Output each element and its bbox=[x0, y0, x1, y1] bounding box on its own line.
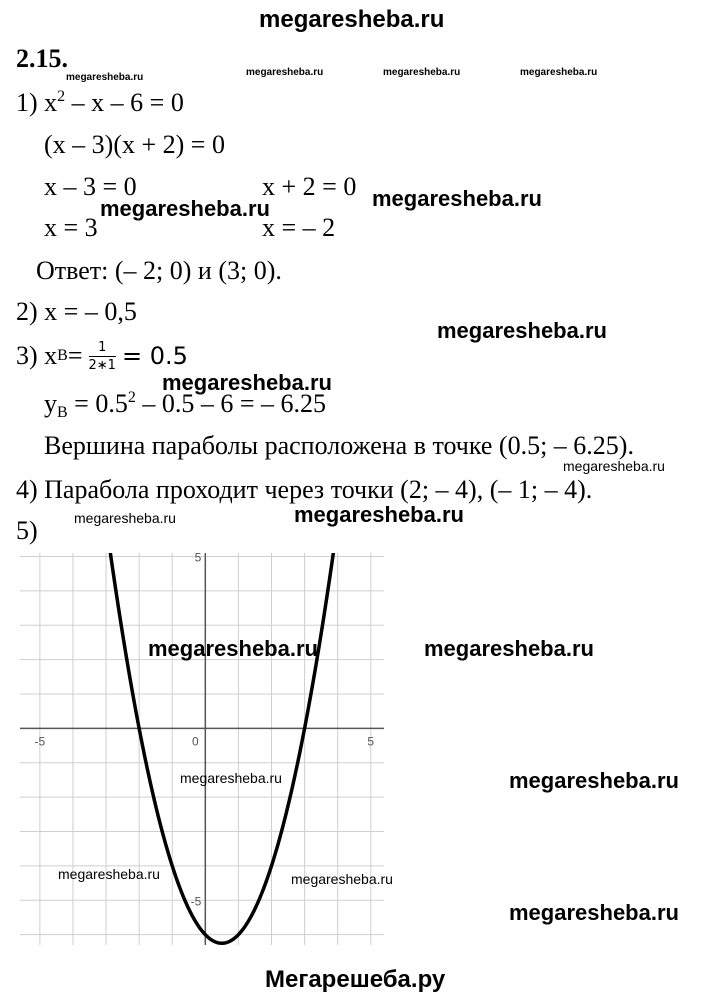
watermark-small: megaresheba.ru bbox=[246, 67, 324, 78]
step4: 4) Парабола проходит через точки (2; – 4), (– 1; – 4). bbox=[16, 475, 593, 504]
watermark-big: megaresheba.ru bbox=[424, 636, 594, 661]
watermark-mid: megaresheba.ru bbox=[74, 510, 176, 526]
watermark-big: megaresheba.ru bbox=[437, 318, 607, 343]
watermark-big: megaresheba.ru bbox=[509, 900, 679, 925]
watermark-mid: megaresheba.ru bbox=[180, 770, 282, 786]
step1-answer: Ответ: (– 2; 0) и (3; 0). bbox=[36, 256, 282, 285]
fraction: $\frac{1}{2∗1}$ bbox=[88, 339, 116, 373]
tick-label-y-pos: 5 bbox=[194, 553, 202, 565]
watermark-big: megaresheba.ru bbox=[509, 768, 679, 793]
step1-root-a: x = 3 bbox=[44, 213, 98, 242]
watermark-big: megaresheba.ru bbox=[372, 186, 542, 211]
step1-eq-b: x + 2 = 0 bbox=[262, 172, 357, 201]
step3-yb: $y_B = 0.5^2 - 0.5 - 6$ = – 6.25 bbox=[44, 389, 327, 421]
watermark-mid: megaresheba.ru bbox=[58, 866, 160, 882]
step3-xb: 3) x B = $\frac{1}{2∗1}$ = 0.5 bbox=[16, 339, 188, 373]
watermark-small: megaresheba.ru bbox=[520, 67, 598, 78]
step1-root-b: x = – 2 bbox=[262, 213, 336, 242]
watermark-small: megaresheba.ru bbox=[383, 67, 461, 78]
step2: 2) x = – 0,5 bbox=[16, 297, 137, 326]
step1-factored: (x – 3)(x + 2) = 0 bbox=[44, 130, 225, 159]
site-footer: Мегарешеба.ру bbox=[265, 966, 446, 993]
step3-vertex: Вершина параболы расположена в точке (0.5; – 6.25). bbox=[44, 431, 634, 460]
tick-label-x-pos: 5 bbox=[367, 734, 375, 749]
step1-equation: 1) $x^2 - x - 6 = 0$ bbox=[16, 88, 184, 117]
watermark-big: megaresheba.ru bbox=[148, 636, 318, 661]
site-header: megaresheba.ru bbox=[259, 6, 445, 33]
tick-labels bbox=[35, 553, 375, 908]
step1-eq-a: x – 3 = 0 bbox=[44, 172, 137, 201]
watermark-big: megaresheba.ru bbox=[294, 502, 464, 527]
watermark-mid: megaresheba.ru bbox=[563, 458, 665, 474]
tick-label-x-neg: -5 bbox=[34, 734, 46, 749]
watermark-big: megaresheba.ru bbox=[100, 196, 270, 221]
step5: 5) bbox=[16, 516, 38, 545]
watermark-small: megaresheba.ru bbox=[66, 72, 144, 83]
tick-label-origin: 0 bbox=[191, 734, 199, 749]
watermark-mid: megaresheba.ru bbox=[291, 871, 393, 887]
tick-label-y-neg: -5 bbox=[190, 894, 202, 909]
watermark-big: megaresheba.ru bbox=[162, 370, 332, 395]
problem-number: 2.15. bbox=[16, 44, 68, 73]
